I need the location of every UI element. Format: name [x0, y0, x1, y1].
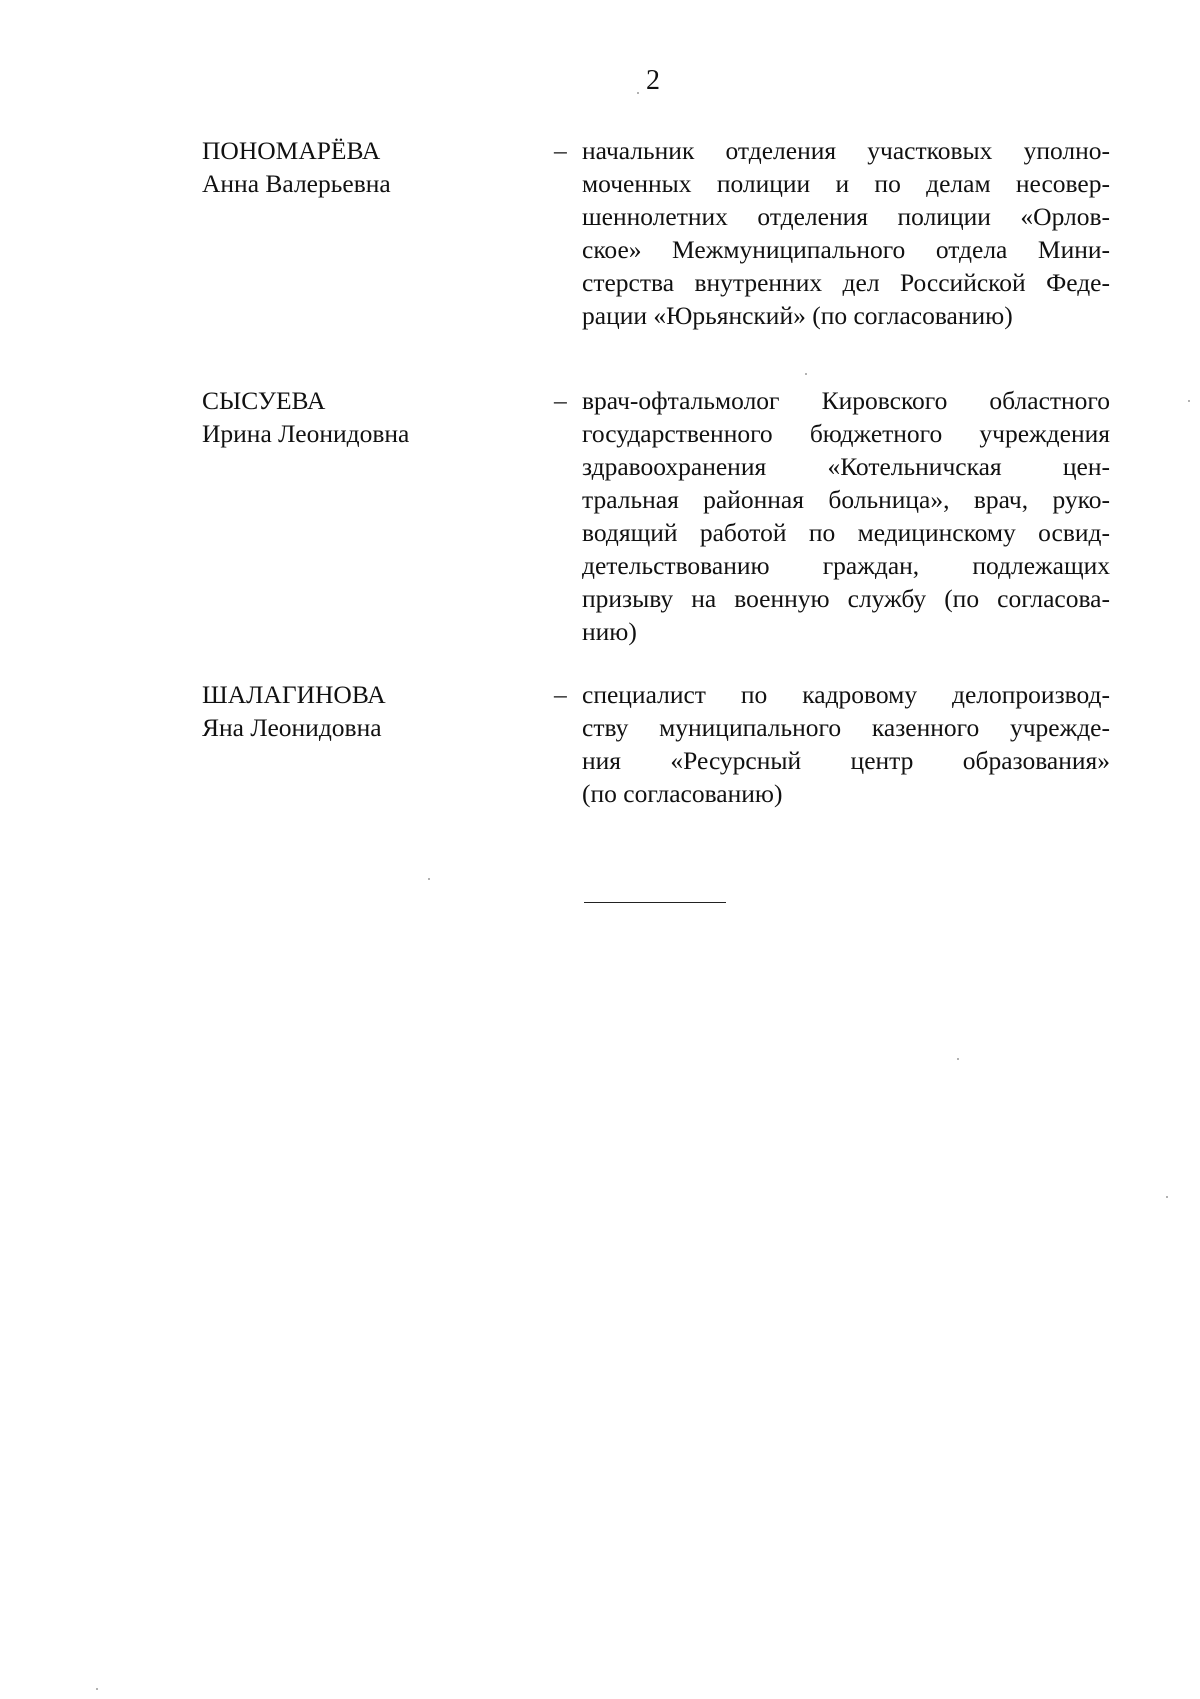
- entry-dash: –: [554, 386, 567, 415]
- page-number: 2: [646, 65, 660, 96]
- position-line: тральная районная больница», врач, руко-: [582, 485, 1110, 514]
- member-name: [202, 134, 532, 200]
- scan-speck: [428, 878, 430, 880]
- entry-dash: –: [554, 680, 567, 709]
- position-line: ское» Межмуниципального отдела Мини-: [582, 235, 1110, 264]
- position-line: моченных полиции и по делам несовер-: [582, 169, 1110, 198]
- position-line: шеннолетних отделения полиции «Орлов-: [582, 202, 1110, 231]
- scan-speck: [1166, 1196, 1168, 1198]
- position-line: здравоохранения «Котельничская цен-: [582, 452, 1110, 481]
- scan-speck: [1188, 400, 1190, 402]
- position-line: врач-офтальмолог Кировского областного: [582, 386, 1110, 415]
- end-of-list-rule: [584, 902, 726, 903]
- position-line: ния «Ресурсный центр образования»: [582, 746, 1110, 775]
- scan-speck: [96, 1688, 98, 1690]
- entry-dash: –: [554, 136, 567, 165]
- scan-speck: [957, 1058, 959, 1060]
- member-position: [582, 678, 1110, 810]
- scan-speck: [637, 92, 639, 94]
- member-given-names: Яна Леонидовна: [202, 713, 382, 742]
- scan-speck: [805, 373, 807, 375]
- member-position: [582, 384, 1110, 648]
- position-line: водящий работой по медицинскому освид-: [582, 518, 1110, 547]
- member-given-names: Анна Валерьевна: [202, 169, 391, 198]
- position-line: стерства внутренних дел Российской Феде-: [582, 268, 1110, 297]
- member-position: [582, 134, 1110, 332]
- position-line: специалист по кадровому делопроизвод-: [582, 680, 1110, 709]
- position-line: ству муниципального казенного учрежде-: [582, 713, 1110, 742]
- member-surname: ШАЛАГИНОВА: [202, 680, 386, 709]
- member-name: [202, 384, 532, 450]
- member-given-names: Ирина Леонидовна: [202, 419, 410, 448]
- position-line: рации «Юрьянский» (по согласованию): [582, 301, 1013, 330]
- member-surname: СЫСУЕВА: [202, 386, 326, 415]
- position-line: детельствованию граждан, подлежащих: [582, 551, 1110, 580]
- position-line: (по согласованию): [582, 779, 783, 808]
- member-surname: ПОНОМАРЁВА: [202, 136, 381, 165]
- position-line: нию): [582, 617, 637, 646]
- position-line: призыву на военную службу (по согласова-: [582, 584, 1110, 613]
- position-line: начальник отделения участковых уполно-: [582, 136, 1110, 165]
- position-line: государственного бюджетного учреждения: [582, 419, 1110, 448]
- member-name: [202, 678, 532, 744]
